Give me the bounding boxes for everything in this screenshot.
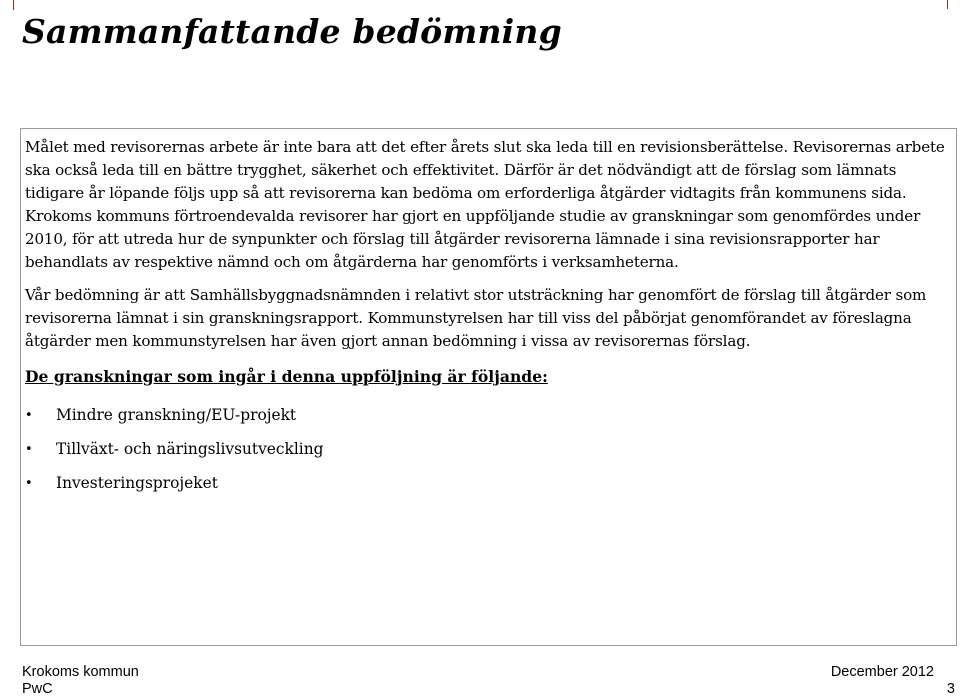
assessment-paragraph: Vår bedömning är att Samhällsbyggnadsnämnden i relativt stor utsträckning har genomfört de förslag till åtgärder som revisorerna lämnat i sin granskningsrapport. Kommunstyrelsen har till viss del påbörjat genomförandet av föreslagna åtgärder men kommunstyrelsen har även gjort annan bedömning i vissa av revisorernas förslag. [25,286,927,350]
reviews-list [25,404,952,495]
study-paragraph: Krokoms kommuns förtroendevalda revisorer har gjort en uppföljande studie av granskningar som genomfördes under 2010, för att utreda hur de synpunkter och förslag till åtgärder revisorerna lämnade i sina revisionsrapporter har behandlats av respektive nämnd och om åtgärderna har genomförts i verksamheterna. [25,207,921,271]
corner-crop-mark-right [947,0,960,9]
reviews-subheading: De granskningar som ingår i denna uppföljning är följande: [25,367,548,386]
bullet-icon: • [25,476,33,491]
footer-organization: Krokoms kommun [22,664,139,680]
list-item-label: Investeringsprojeket [56,474,218,492]
list-item [25,438,952,461]
content-box [20,128,957,646]
corner-crop-mark-left [0,0,14,10]
list-item-label: Tillväxt- och näringslivsutveckling [56,440,324,458]
list-item-label: Mindre granskning/EU-projekt [56,406,297,424]
bullet-icon: • [25,442,33,457]
bullet-icon: • [25,408,33,423]
footer-date: December 2012 [830,664,934,680]
intro-paragraph: Målet med revisorernas arbete är inte bara att det efter årets slut ska leda till en revisionsberättelse. Revisorernas arbete ska också leda till en bättre trygghet, säkerhet och effektivitet. Därför är det nödvändigt att de förslag som lämnats tidigare år löpande följs upp så att revisorerna kan bedöma om erforderliga åtgärder vidtagits från kommunens sida. [25,138,945,202]
list-item [25,404,952,427]
footer-page-number: 3 [946,681,955,697]
list-item [25,472,952,495]
page-title: Sammanfattande bedömning [22,12,562,51]
footer-company: PwC [22,681,53,697]
